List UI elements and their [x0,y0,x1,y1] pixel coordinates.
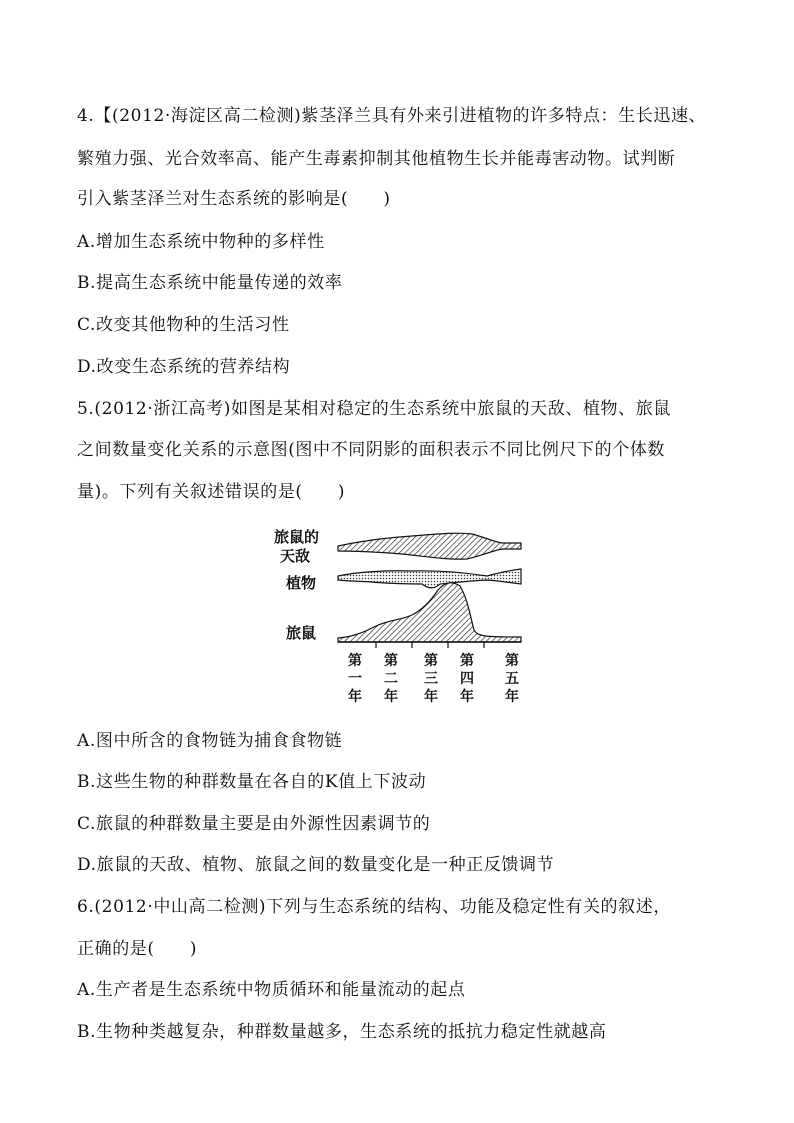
svg-text:五: 五 [505,671,519,687]
q6-option-b: B.生物种类越复杂，种群数量越多，生态系统的抵抗力稳定性就越高 [77,1022,607,1042]
svg-text:第: 第 [384,653,398,669]
q5-option-a: A.图中所含的食物链为捕食食物链 [77,731,343,751]
svg-text:一: 一 [348,671,362,687]
q4-stem-line-3: 引入紫茎泽兰对生态系统的影响是( ) [77,189,391,209]
q5-stem-line-3: 量)。下列有关叙述错误的是( ) [77,482,346,502]
svg-text:第: 第 [348,653,362,669]
q4-option-b: B.提高生态系统中能量传递的效率 [77,273,343,293]
predator-label-line-2: 天敌 [280,547,311,565]
q4-option-a: A.增加生态系统中物种的多样性 [77,232,325,252]
year-label-3 [424,652,438,705]
q4-stem-line-2: 繁殖力强、光合效率高、能产生毒素抑制其他植物生长并能毒害动物。试判断 [77,149,676,169]
svg-text:二: 二 [384,671,398,687]
svg-text:年: 年 [460,689,474,705]
q4-option-c: C.改变其他物种的生活习性 [77,315,290,335]
svg-text:第: 第 [505,653,519,669]
q5-option-d: D.旅鼠的天敌、植物、旅鼠之间的数量变化是一种正反馈调节 [77,855,555,875]
q6-stem-line-2: 正确的是( ) [77,939,198,959]
q6-stem-line-1: 6.(2012·中山高二检测)下列与生态系统的结构、功能及稳定性有关的叙述， [77,897,671,917]
year-label-1 [348,652,362,705]
q4-stem-line-1: 4.【(2012·海淀区高二检测)紫茎泽兰具有外来引进植物的许多特点：生长迅速、 [77,106,707,126]
svg-text:四: 四 [460,671,474,687]
svg-text:年: 年 [505,689,519,705]
svg-text:年: 年 [384,689,398,705]
q5-stem-line-1: 5.(2012·浙江高考)如图是某相对稳定的生态系统中旅鼠的天敌、植物、旅鼠 [77,399,671,419]
plant-label: 植物 [286,574,317,592]
svg-text:第: 第 [460,653,474,669]
predator-population-band [338,533,521,559]
svg-text:三: 三 [424,671,438,687]
lemming-population-band [338,583,521,642]
year-label-4 [460,652,474,705]
population-diagram [262,520,542,710]
q5-stem-line-2: 之间数量变化关系的示意图(图中不同阴影的面积表示不同比例尺下的个体数 [77,440,666,460]
plant-population-band [338,569,521,588]
q6-option-a: A.生产者是生态系统中物质循环和能量流动的起点 [77,980,466,1000]
year-label-5 [505,652,519,705]
q5-option-b: B.这些生物的种群数量在各自的K值上下波动 [77,772,427,792]
lemming-label: 旅鼠 [286,624,317,642]
population-change-figure [262,520,542,710]
q4-option-d: D.改变生态系统的营养结构 [77,357,291,377]
svg-text:年: 年 [424,689,438,705]
svg-text:第: 第 [424,653,438,669]
predator-label-line-1: 旅鼠的 [274,528,320,546]
q5-option-c: C.旅鼠的种群数量主要是由外源性因素调节的 [77,814,431,834]
year-label-2 [384,652,398,705]
svg-text:年: 年 [348,689,362,705]
